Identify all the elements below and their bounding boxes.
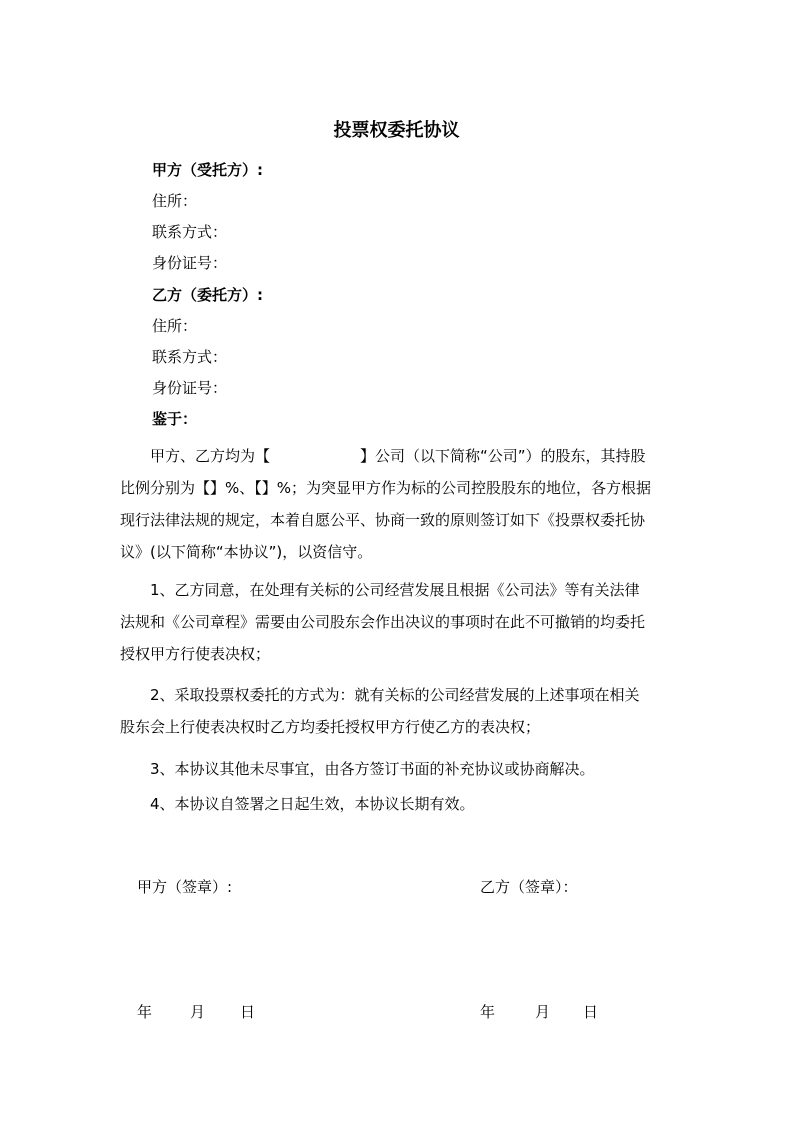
party-a-id-label: 身份证号： [152,254,228,272]
clause-4 [120,788,680,820]
party-b-date-year: 年 [480,1003,496,1021]
recital-paragraph [120,440,680,568]
party-b-address-label: 住所： [152,317,198,335]
party-a-date-day: 日 [240,1003,256,1021]
party-a-date-month: 月 [190,1003,206,1021]
party-a-heading: 甲方（受托方）: [152,161,263,179]
recital-line: 议》(以下简称“本协议”)，以资信守。 [120,543,373,561]
party-b-id-label: 身份证号： [152,379,228,397]
party-a-date-year: 年 [137,1003,153,1021]
party-a-contact-label: 联系方式： [152,223,228,241]
party-a-signature-label: 甲方（签章）: [137,878,233,896]
whereas-heading: 鉴于： [152,410,198,428]
clause-4-line: 4、本协议自签署之日起生效，本协议长期有效。 [120,795,475,813]
party-b-heading: 乙方（委托方）: [152,286,263,304]
page-title: 投票权委托协议 [333,120,460,141]
recital-line: 比例分别为【】%、【】%；为突显甲方作为标的公司控股股东的地位，各方根据 [120,479,652,497]
clause-1-line: 法规和《公司章程》需要由公司股东会作出决议的事项时在此不可撤销的均委托 [120,613,646,631]
clause-1 [120,574,680,670]
party-b-contact-label: 联系方式： [152,348,228,366]
clause-2-line: 2、采取投票权委托的方式为：就有关标的公司经营发展的上述事项在相关 [120,686,640,704]
clause-1-line: 1、乙方同意，在处理有关标的公司经营发展且根据《公司法》等有关法律 [120,581,640,599]
party-b-date-day: 日 [583,1003,599,1021]
clause-3-line: 3、本协议其他未尽事宜，由各方签订书面的补充协议或协商解决。 [120,760,595,778]
clause-1-line: 授权甲方行使表决权； [120,645,271,663]
recital-line: 甲方、乙方均为【 】公司（以下简称“公司”）的股东，其持股 [120,447,646,465]
party-b-signature-label: 乙方（签章）： [480,878,578,896]
clause-2 [120,679,680,743]
party-b-date-month: 月 [535,1003,551,1021]
clause-2-line: 股东会上行使表决权时乙方均委托授权甲方行使乙方的表决权； [120,718,541,736]
clause-3 [120,753,680,785]
recital-line: 现行法律法规的规定，本着自愿公平、协商一致的原则签订如下《投票权委托协 [120,511,646,529]
party-a-address-label: 住所： [152,192,198,210]
